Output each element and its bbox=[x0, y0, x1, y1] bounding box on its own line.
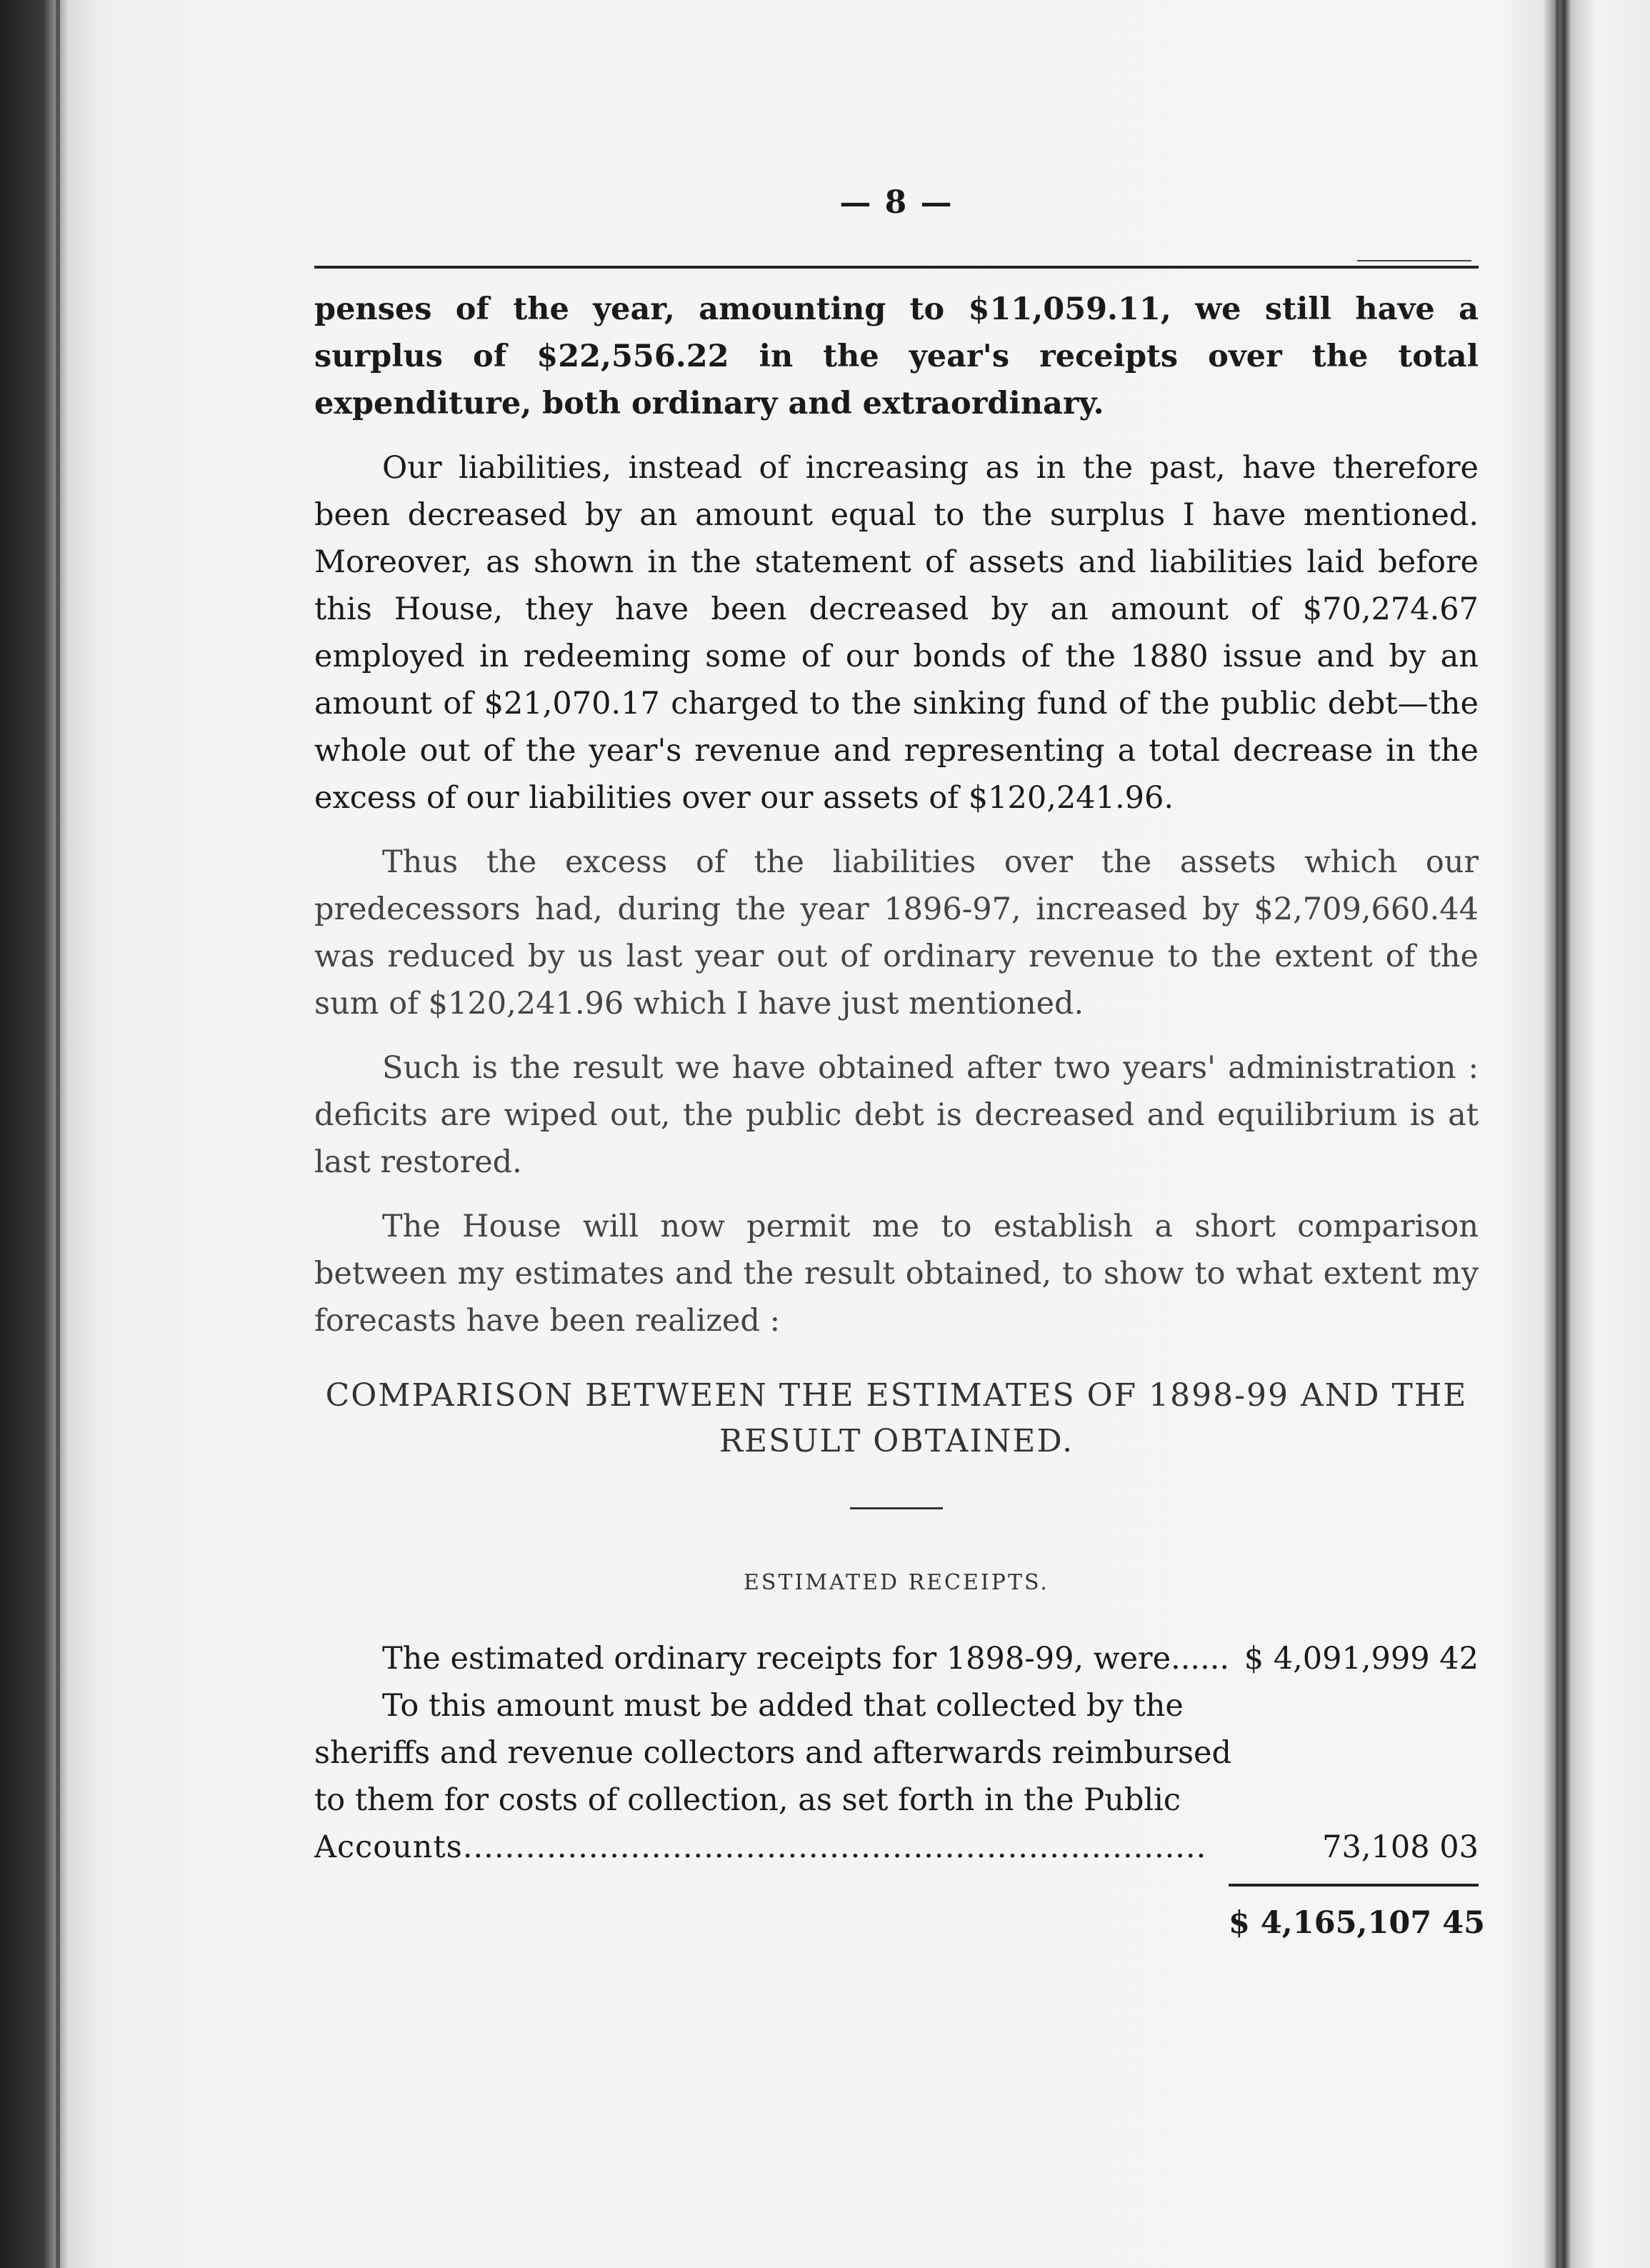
left-page-edge bbox=[56, 0, 60, 2268]
ledger-total-row bbox=[314, 1899, 1486, 1947]
ledger-label: The estimated ordinary receipts for 1898-99, were...... bbox=[382, 1641, 1230, 1677]
section-separator bbox=[850, 1507, 943, 1509]
paragraph-3: Thus the excess of the liabilities over the assets which our predecessors had, during the year 1896-97, increased by $2,709,660.44 was reduced by us last year out of ordinary revenue to the extent of the sum of $120,241.96 which I have just mentioned. bbox=[314, 844, 1479, 1021]
right-page-edge bbox=[1556, 0, 1559, 2268]
ledger-text-line bbox=[314, 1682, 1479, 1729]
subheading: ESTIMATED RECEIPTS. bbox=[744, 1570, 1049, 1595]
ledger-amount: $ 4,091,999 42 bbox=[1244, 1641, 1479, 1677]
ledger-text: To this amount must be added that collected by the bbox=[382, 1688, 1184, 1724]
ledger-row-estimated-receipts bbox=[314, 1635, 1479, 1682]
paragraph-2: Our liabilities, instead of increasing as in the past, have therefore been decreased by an amount equal to the surplus I have mentioned. Moreover, as shown in the statement of assets and liabilities laid before this House, they have been decreased by an amount of $70,274.67 employed in redeeming some of our bonds of the 1880 issue and by an amount of $21,070.17 charged to the sinking fund of the public debt—the whole out of the year's revenue and representing a total decrease in the excess of our liabilities over our assets of $120,241.96. bbox=[314, 450, 1479, 816]
ledger-amount: 73,108 03 bbox=[1322, 1829, 1479, 1865]
ledger-text: to them for costs of collection, as set forth in the Public bbox=[314, 1782, 1181, 1818]
ledger-text: sheriffs and revenue collectors and afterwards reimbursed bbox=[314, 1735, 1231, 1771]
ledger-label: Accounts....................................................................... bbox=[314, 1829, 1207, 1865]
paragraph-4: Such is the result we have obtained after two years' administration : deficits are wiped out, the public debt is decreased and equilibrium is at last restored. bbox=[314, 1050, 1479, 1180]
header-rule-short bbox=[1357, 260, 1471, 261]
ledger-text-line bbox=[314, 1777, 1479, 1824]
ledger-row-accounts bbox=[314, 1824, 1479, 1871]
page-number: — 8 — bbox=[839, 184, 954, 221]
paragraph-1: penses of the year, amounting to $11,059.11, we still have a surplus of $22,556.22 in the year's receipts over the total expenditure, both ordinary and extraordinary. bbox=[314, 291, 1479, 421]
paragraph-5: The House will now permit me to establish a short comparison between my estimates and the result obtained, to show to what extent my forecasts have been realized : bbox=[314, 1209, 1479, 1339]
ledger-text-line bbox=[314, 1729, 1479, 1777]
document-page bbox=[314, 171, 1486, 2172]
ledger-total-amount: $ 4,165,107 45 bbox=[1229, 1905, 1486, 1941]
section-heading bbox=[314, 1373, 1479, 1464]
total-rule bbox=[314, 1871, 1479, 1899]
header-rule bbox=[314, 266, 1479, 269]
section-heading-line-1: COMPARISON BETWEEN THE ESTIMATES OF 1898-99 AND THE bbox=[325, 1377, 1468, 1414]
body-text bbox=[314, 286, 1486, 1947]
section-heading-line-2: RESULT OBTAINED. bbox=[719, 1423, 1074, 1459]
